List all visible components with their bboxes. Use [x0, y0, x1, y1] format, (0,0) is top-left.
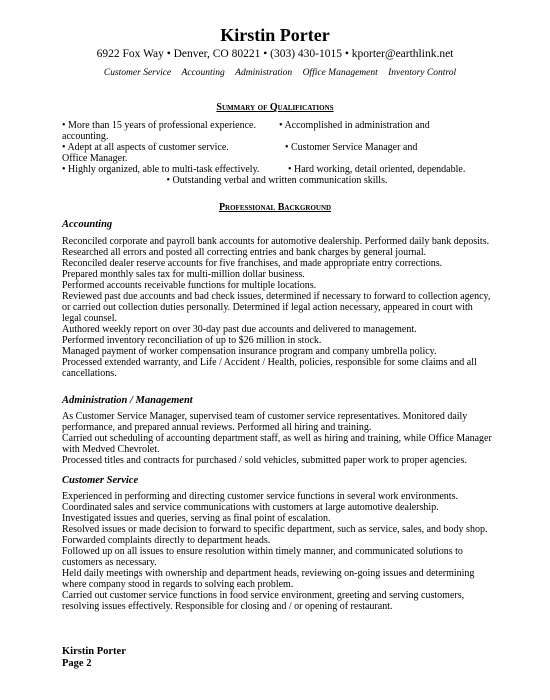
list-item: Reconciled dealer reserve accounts for five franchises, and made appropriate entry corrections.: [62, 258, 443, 269]
summary-heading: Summary of Qualifications: [216, 102, 334, 113]
list-item: Performed inventory reconciliation of up to $26 million in stock.: [62, 335, 322, 346]
list-item: Reconciled corporate and payroll bank accounts for automotive dealership. Performed daily bank deposits.: [62, 236, 490, 247]
contact-line: 6922 Fox Way • Denver, CO 80221 • (303) 430-1015 • kporter@earthlink.net: [96, 48, 454, 60]
list-item: Held daily meetings with ownership and department heads, reviewing on-going issues and determining where company stood in regards to solving each problem.: [62, 568, 475, 590]
list-item: Processed titles and contracts for purchased / sold vehicles, submitted paper work to proper agencies.: [62, 455, 467, 466]
skill-customer-service: Customer Service: [103, 68, 172, 78]
customer-service-list: [62, 491, 494, 612]
list-item: Resolved issues or made decision to forward to specific department, such as service, sales, and body shop. Forwarded complaints directly to department heads.: [62, 524, 488, 546]
list-item: Managed payment of worker compensation insurance program and company umbrella policy.: [62, 346, 437, 357]
admin-heading: Administration / Management: [62, 395, 193, 406]
summary-item: • Customer Service Manager and: [285, 142, 418, 153]
skills-line: [70, 67, 490, 79]
footer-name: Kirstin Porter: [62, 646, 126, 657]
summary-item: • More than 15 years of professional experience.: [62, 120, 256, 131]
customer-service-heading: Customer Service: [62, 475, 139, 486]
list-item: As Customer Service Manager, supervised team of customer service representatives. Monitored daily performance, and prepared annual reviews. Performed all hiring and training.: [62, 411, 468, 433]
list-item: Followed up on all issues to ensure resolution within timely manner, and communicated solutions to customers as necessary.: [62, 546, 463, 568]
list-item: Performed accounts receivable functions for multiple locations.: [62, 280, 317, 291]
list-item: Reviewed past due accounts and bad check issues, determined if necessary to forward to collection agency, or carried out collection duties personally. Determined if legal action necessary, appeared in court with legal counsel.: [62, 291, 491, 324]
list-item: Processed extended warranty, and Life / Accident / Health, policies, responsible for some claims and all cancellations.: [62, 357, 477, 379]
list-item: Investigated issues and queries, serving as final point of escalation.: [62, 513, 331, 524]
summary-item: • Highly organized, able to multi-task effectively.: [62, 164, 260, 175]
summary-row: [62, 142, 492, 153]
summary-item: • Outstanding verbal and written communication skills.: [166, 175, 388, 186]
list-item: Researched all errors and posted all correcting entries and bank charges by general journal.: [62, 247, 427, 258]
summary-item: • Adept at all aspects of customer service.: [62, 142, 229, 153]
summary-list: [62, 120, 492, 186]
admin-list: [62, 411, 494, 466]
page-footer: [62, 646, 126, 670]
list-item: Experienced in performing and directing customer service functions in several work environments.: [62, 491, 458, 502]
summary-item: • Accomplished in administration and: [279, 120, 430, 131]
list-item: Carried out customer service functions in food service environment, greeting and serving customers, resolving issues effectively. Responsible for closing and / or opening of restaurant.: [62, 590, 465, 612]
accounting-list: [62, 236, 494, 379]
list-item: Carried out scheduling of accounting department staff, as well as hiring and training, while Office Manager with Medved Chevrolet.: [62, 433, 492, 455]
skill-administration: Administration: [235, 68, 293, 78]
summary-item: • Hard working, detail oriented, dependable.: [288, 164, 466, 175]
list-item: Prepared monthly sales tax for multi-million dollar business.: [62, 269, 305, 280]
list-item: Coordinated sales and service communications with customers at large automotive dealership.: [62, 502, 439, 513]
footer-page-number: Page 2: [62, 658, 92, 669]
skill-inventory-control: Inventory Control: [388, 68, 457, 78]
skill-accounting: Accounting: [181, 68, 225, 78]
list-item: Authored weekly report on over 30-day past due accounts and delivered to management.: [62, 324, 417, 335]
summary-row: [62, 120, 492, 131]
resume-name: Kirstin Porter: [220, 25, 330, 45]
background-heading: Professional Background: [218, 202, 332, 213]
skill-office-management: Office Management: [302, 68, 378, 78]
summary-item-cont: accounting.: [62, 131, 109, 142]
summary-item-cont: Office Manager.: [62, 153, 128, 164]
summary-row: [62, 164, 492, 175]
accounting-heading: Accounting: [62, 219, 113, 230]
